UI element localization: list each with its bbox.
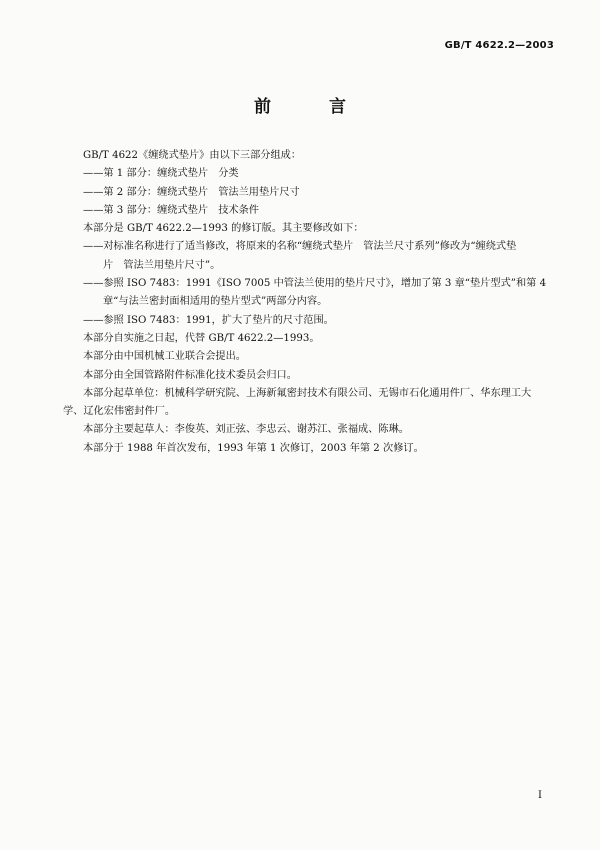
drafters-paragraph: 本部分主要起草人：李俊英、刘正弦、李忠云、谢苏江、张福成、陈琳。	[83, 424, 409, 436]
change-3-item: ——参照 ISO 7483：1991，扩大了垫片的尺寸范围。	[83, 314, 334, 326]
change-2-line-2: 章“与法兰密封面相适用的垫片型式”两部分内容。	[103, 296, 328, 308]
intro-paragraph: GB/T 4622《缠绕式垫片》由以下三部分组成：	[83, 150, 302, 161]
part-3-item: ——第 3 部分：缠绕式垫片 技术条件	[83, 204, 259, 216]
standard-code: GB/T 4622.2—2003	[444, 40, 554, 51]
part-1-item: ——第 1 部分：缠绕式垫片 分类	[83, 168, 239, 180]
change-1-line-2: 片 管法兰用垫片尺寸”。	[103, 259, 221, 271]
drafting-units-line-2: 学、辽化宏伟密封件厂。	[63, 406, 176, 418]
proposed-paragraph: 本部分由中国机械工业联合会提出。	[83, 351, 246, 363]
effective-paragraph: 本部分自实施之日起，代替 GB/T 4622.2—1993。	[83, 332, 320, 344]
page-number: I	[538, 790, 542, 801]
drafting-units-line-1: 本部分起草单位：机械科学研究院、上海新氟密封技术有限公司、无锡市石化通用件厂、华东理工大	[83, 387, 532, 399]
part-2-item: ——第 2 部分：缠绕式垫片 管法兰用垫片尺寸	[83, 186, 300, 198]
change-2-line-1: ——参照 ISO 7483：1991《ISO 7005 中管法兰使用的垫片尺寸》，增加了第 3 章“垫片型式”和第 4	[83, 278, 547, 290]
foreword-body	[63, 147, 563, 458]
revision-paragraph: 本部分是 GB/T 4622.2—1993 的修订版。其主要修改如下：	[83, 223, 364, 235]
page-title: 前 言	[254, 97, 372, 117]
change-1-line-1: ——对标准名称进行了适当修改，将原来的名称“缠绕式垫片 管法兰尺寸系列”修改为“缠绕式垫	[83, 241, 517, 253]
history-paragraph: 本部分于 1988 年首次发布，1993 年第 1 次修订，2003 年第 2 次修订。	[83, 442, 424, 454]
centralized-paragraph: 本部分由全国管路附件标准化技术委员会归口。	[83, 369, 297, 381]
